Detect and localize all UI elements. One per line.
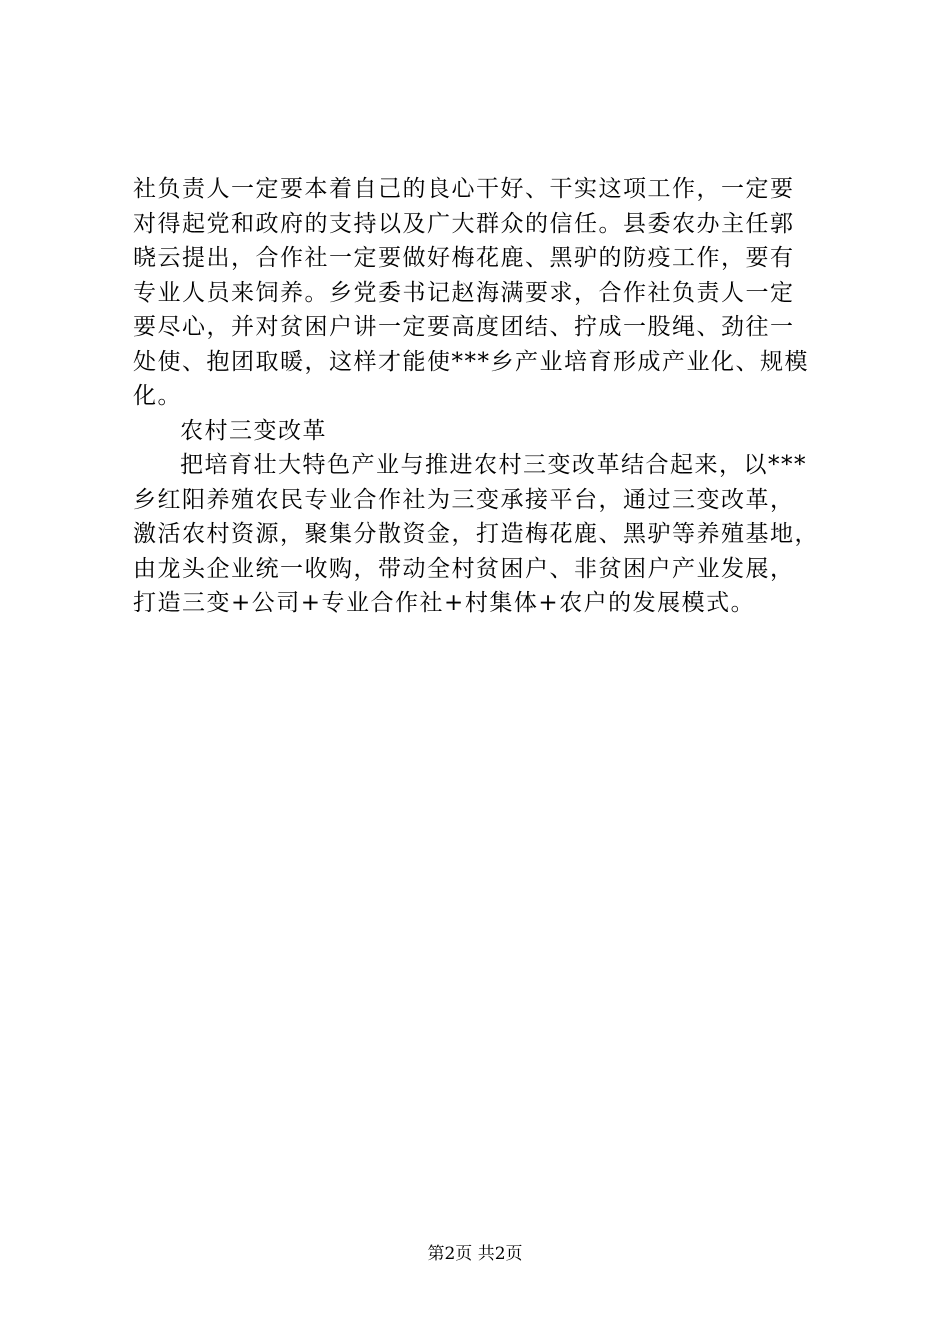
body-line: 对得起党和政府的支持以及广大群众的信任。县委农办主任郭 bbox=[133, 210, 795, 237]
body-line: 激活农村资源，聚集分散资金，打造梅花鹿、黑驴等养殖基地， bbox=[133, 521, 819, 547]
page-number-footer: 第2页 共2页 bbox=[427, 1244, 523, 1264]
body-line: 社负责人一定要本着自己的良心干好、干实这项工作，一定要 bbox=[133, 176, 795, 202]
body-line: 乡红阳养殖农民专业合作社为三变承接平台，通过三变改革， bbox=[133, 486, 795, 513]
body-line: 打造三变+公司+专业合作社+村集体+农户的发展模式。 bbox=[133, 590, 756, 616]
body-line: 化。 bbox=[133, 383, 182, 409]
body-line: 要尽心，并对贫困户讲一定要高度团结、拧成一股绳、劲往一 bbox=[133, 314, 795, 340]
body-line: 由龙头企业统一收购，带动全村贫困户、非贫困户产业发展， bbox=[133, 555, 795, 582]
body-line: 晓云提出，合作社一定要做好梅花鹿、黑驴的防疫工作，要有 bbox=[133, 245, 795, 271]
section-heading: 农村三变改革 bbox=[180, 417, 327, 444]
body-line: 把培育壮大特色产业与推进农村三变改革结合起来，以*** bbox=[180, 452, 807, 478]
document-body bbox=[133, 172, 833, 621]
body-line: 处使、抱团取暖，这样才能使***乡产业培育形成产业化、规模 bbox=[133, 348, 809, 375]
body-line: 专业人员来饲养。乡党委书记赵海满要求，合作社负责人一定 bbox=[133, 279, 795, 306]
